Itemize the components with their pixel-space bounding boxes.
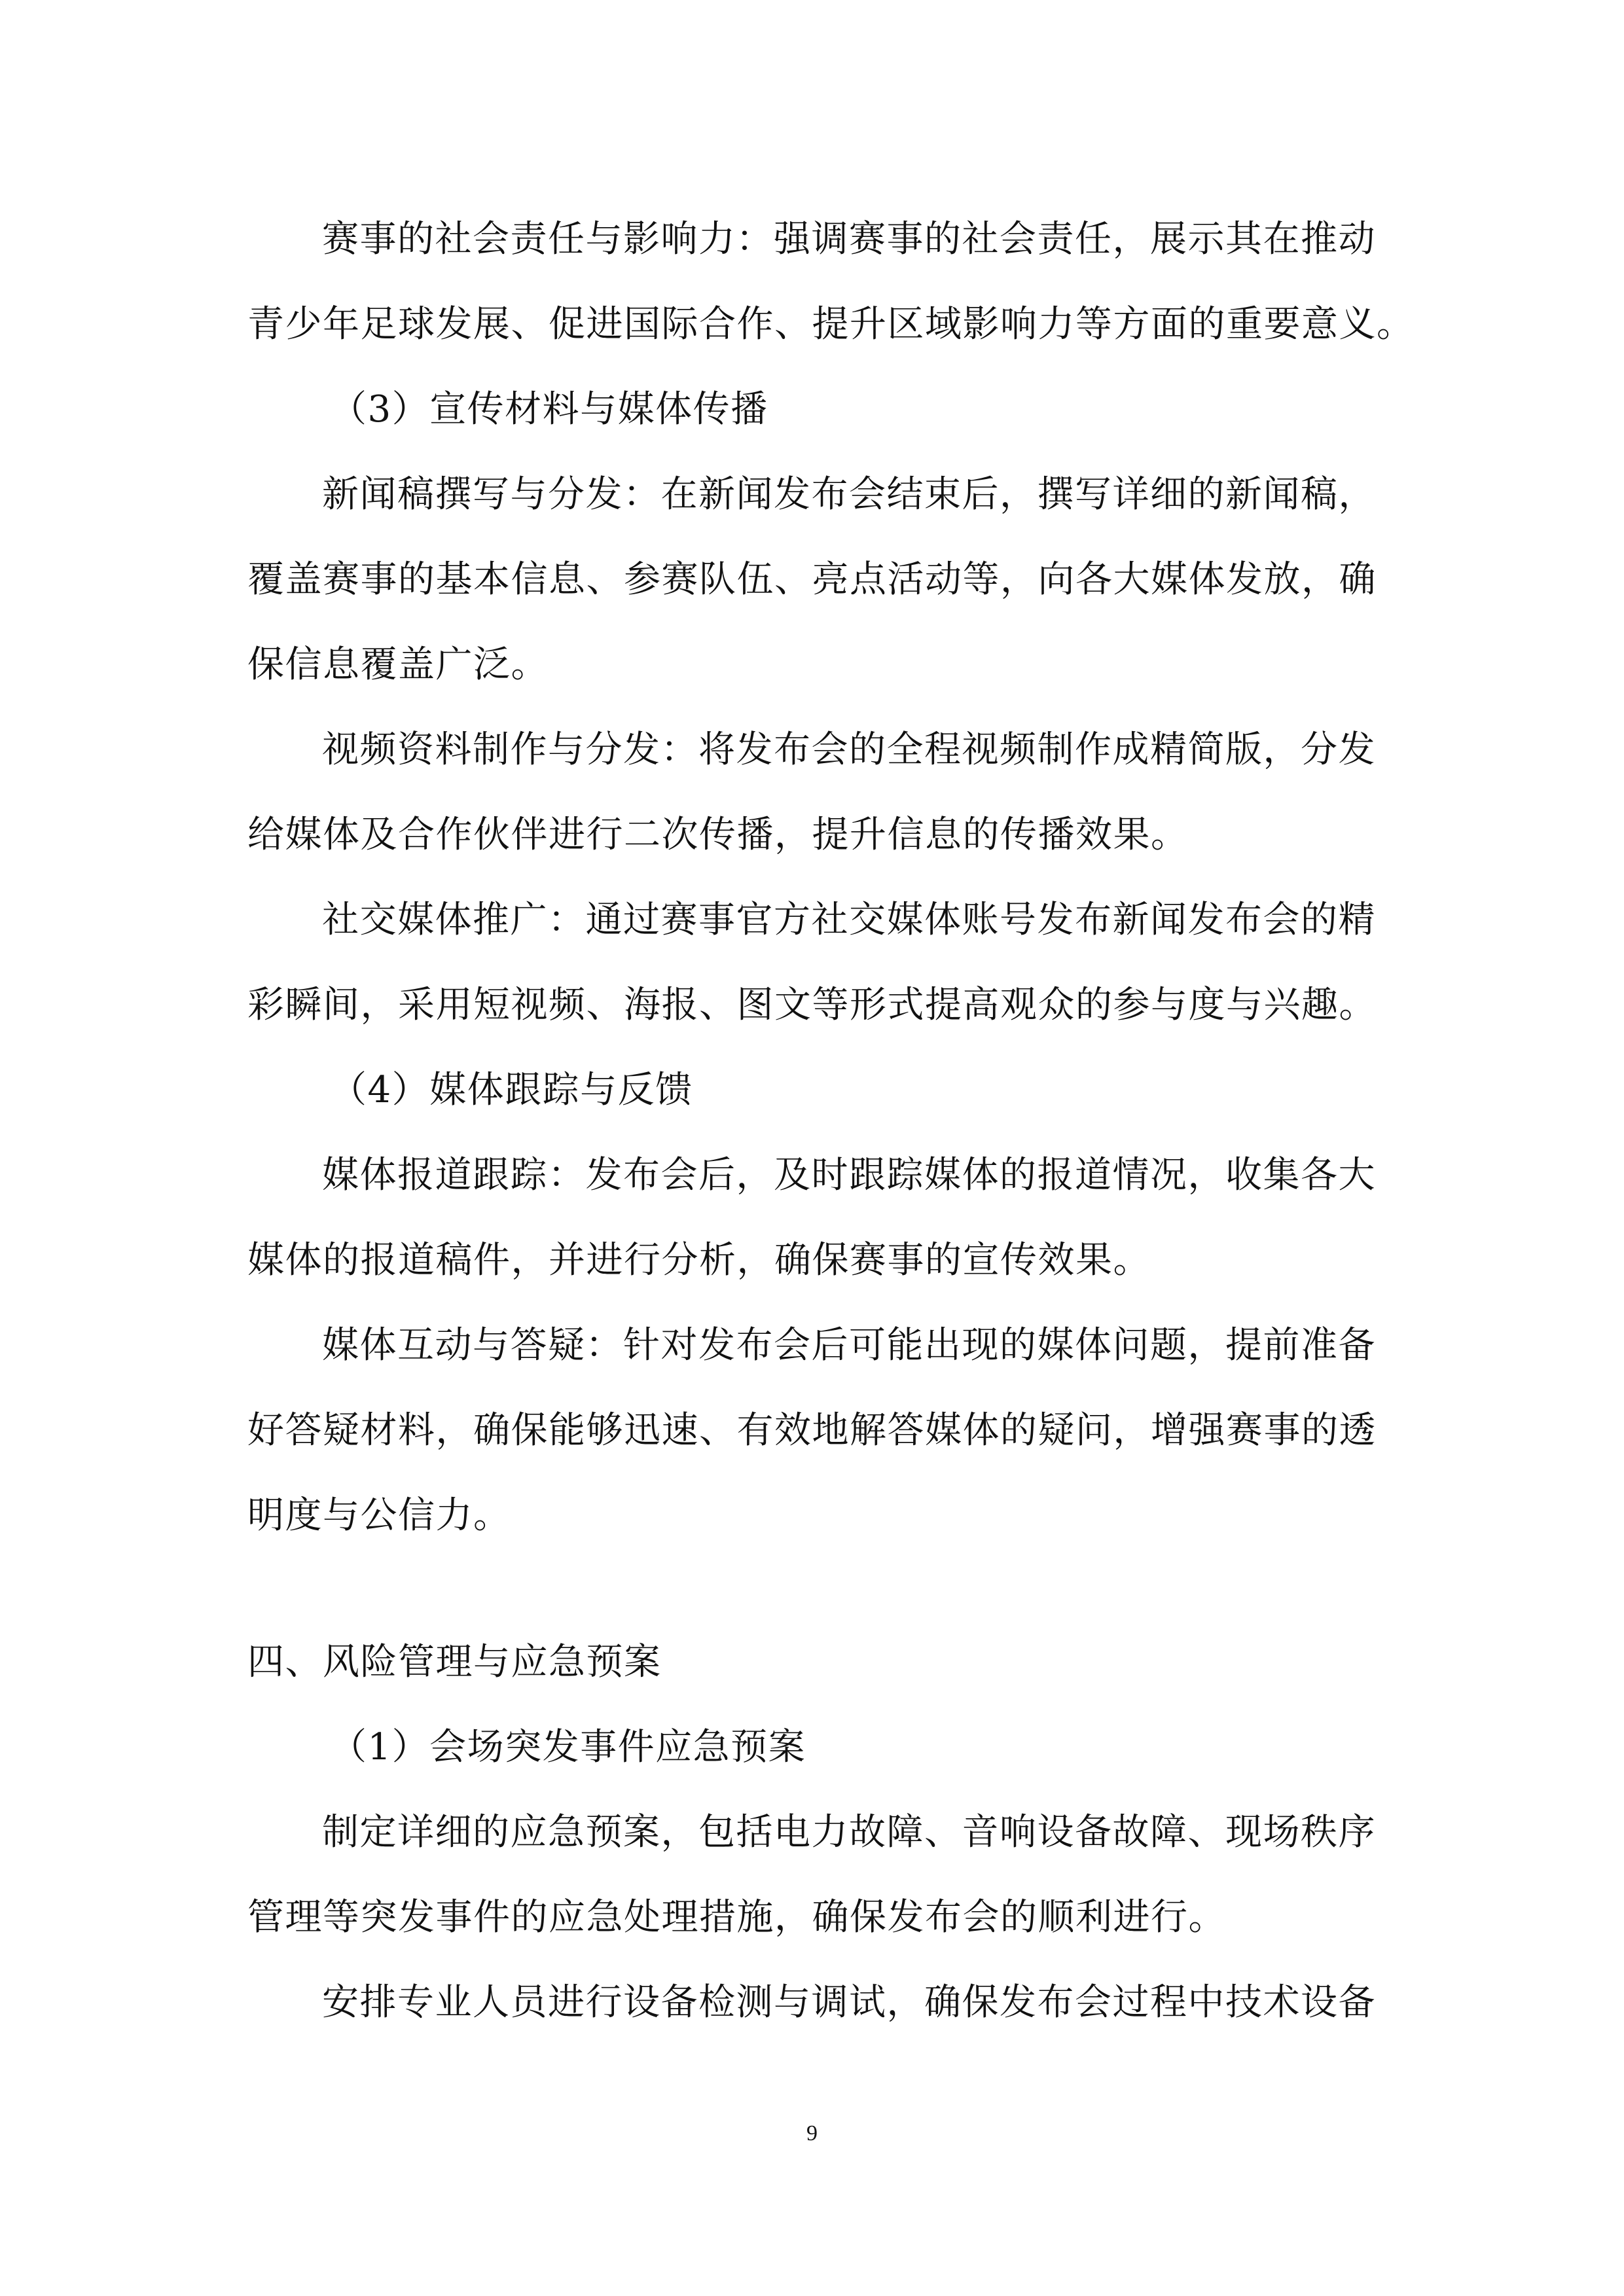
paragraph-line: 媒体的报道稿件，并进行分析，确保赛事的宣传效果。 bbox=[247, 1239, 1151, 1282]
subheading: （1）会场突发事件应急预案 bbox=[330, 1726, 806, 1768]
paragraph-line: 新闻稿撰写与分发：在新闻发布会结束后，撰写详细的新闻稿， bbox=[322, 473, 1376, 516]
paragraph-line: 赛事的社会责任与影响力：强调赛事的社会责任，展示其在推动 bbox=[322, 218, 1376, 260]
paragraph-line: 覆盖赛事的基本信息、参赛队伍、亮点活动等，向各大媒体发放，确 bbox=[247, 558, 1377, 601]
section-heading: 四、风险管理与应急预案 bbox=[247, 1641, 662, 1683]
paragraph-line: 媒体互动与答疑：针对发布会后可能出现的媒体问题，提前准备 bbox=[322, 1324, 1376, 1367]
paragraph-line: 视频资料制作与分发：将发布会的全程视频制作成精简版，分发 bbox=[322, 728, 1376, 771]
paragraph-line: 保信息覆盖广泛。 bbox=[247, 643, 549, 686]
paragraph-line: 管理等突发事件的应急处理措施，确保发布会的顺利进行。 bbox=[247, 1896, 1226, 1939]
paragraph-line: 社交媒体推广：通过赛事官方社交媒体账号发布新闻发布会的精 bbox=[322, 899, 1376, 941]
paragraph-line: 制定详细的应急预案，包括电力故障、音响设备故障、现场秩序 bbox=[322, 1811, 1376, 1854]
subheading: （4）媒体跟踪与反馈 bbox=[330, 1069, 693, 1111]
paragraph-line: 安排专业人员进行设备检测与调试，确保发布会过程中技术设备 bbox=[322, 1981, 1376, 2024]
paragraph-line: 媒体报道跟踪：发布会后，及时跟踪媒体的报道情况，收集各大 bbox=[322, 1154, 1376, 1196]
paragraph-line: 青少年足球发展、促进国际合作、提升区域影响力等方面的重要意义。 bbox=[247, 303, 1415, 346]
subheading: （3）宣传材料与媒体传播 bbox=[330, 388, 768, 431]
paragraph-line: 给媒体及合作伙伴进行二次传播，提升信息的传播效果。 bbox=[247, 814, 1189, 856]
paragraph-line: 彩瞬间，采用短视频、海报、图文等形式提高观众的参与度与兴趣。 bbox=[247, 984, 1377, 1026]
paragraph-line: 好答疑材料，确保能够迅速、有效地解答媒体的疑问，增强赛事的透 bbox=[247, 1409, 1377, 1452]
paragraph-line: 明度与公信力。 bbox=[247, 1494, 511, 1537]
page-number: 9 bbox=[806, 2121, 818, 2145]
